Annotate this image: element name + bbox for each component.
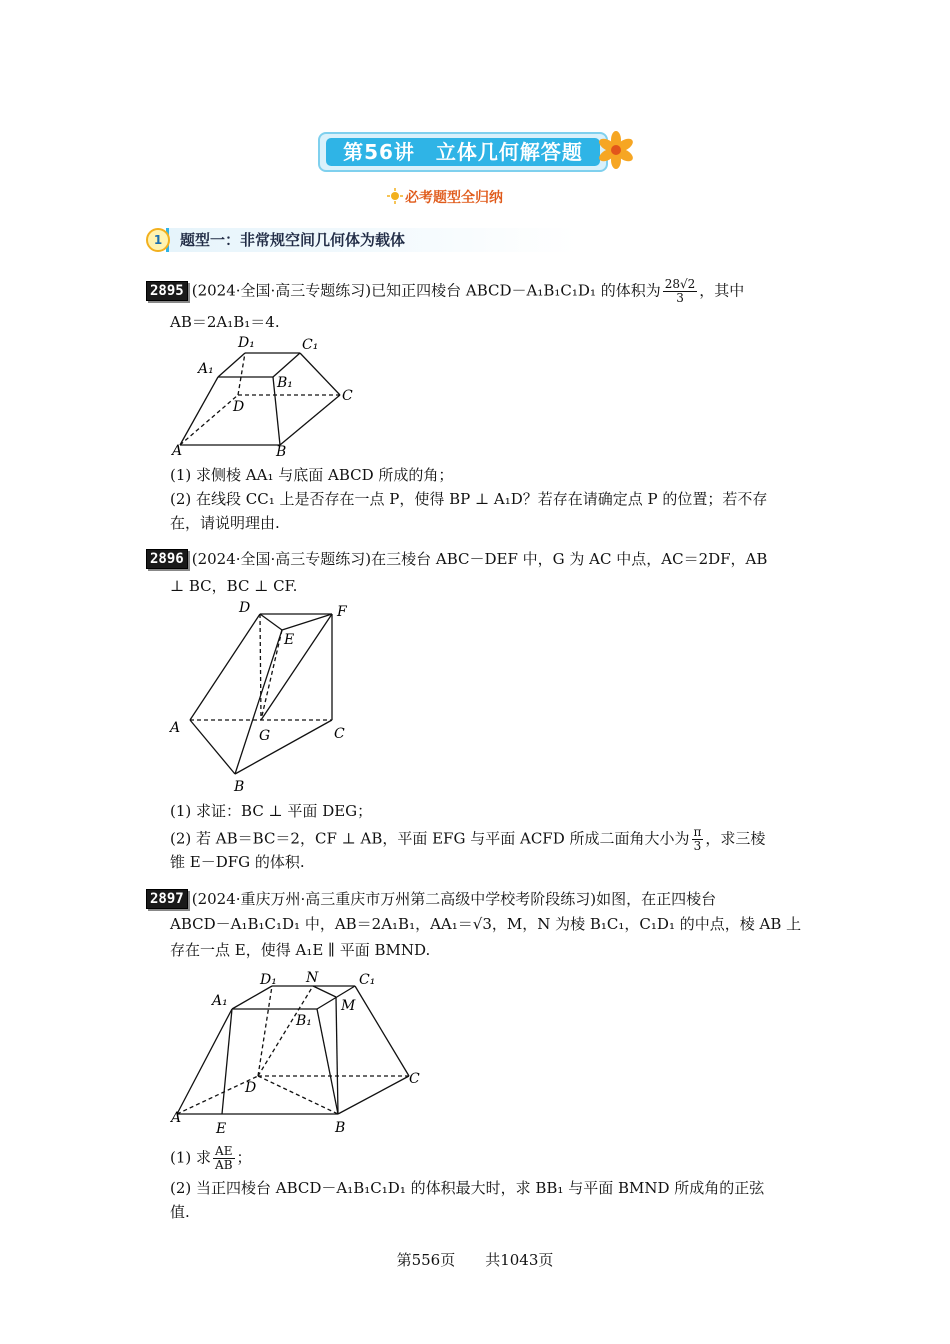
edge-DD1 <box>238 353 245 395</box>
edge-CC1 <box>355 986 409 1076</box>
edge-BB1 <box>317 1009 338 1114</box>
edge-DB <box>258 1076 338 1114</box>
edge-CC1 <box>300 353 340 395</box>
problem-2895-line1: 2895 (2024·全国·高三专题练习)已知正四棱台 ABCD－A₁B₁C₁D₁ 的体积为 $\frac{28√2}{3}$ ，其中 <box>146 278 744 305</box>
problem-2897-line3: 存在一点 E，使得 A₁E ∥ 平面 BMND. <box>170 941 431 959</box>
label-B: B <box>335 1120 346 1136</box>
label-A1: A₁ <box>212 993 228 1009</box>
label-C1: C₁ <box>359 972 376 988</box>
volume-fraction: $\frac{28√2}{3}$ <box>664 277 696 305</box>
label-M: M <box>341 998 356 1014</box>
chapter-title-banner <box>318 132 608 172</box>
label-B: B <box>234 779 245 795</box>
label-B: B <box>276 444 287 460</box>
problem-2895-q2b: 在，请说明理由. <box>170 514 280 532</box>
edge-EG <box>261 630 282 720</box>
edge-B1C1 <box>273 353 300 377</box>
edge-DD1 <box>258 986 272 1076</box>
label-A: A <box>170 720 181 736</box>
label-D1: D₁ <box>238 335 255 351</box>
section-badge: 1 <box>146 228 170 252</box>
page-footer: 第556页 共1043页 <box>396 1251 554 1269</box>
edge-AB <box>190 720 235 774</box>
problem-2896-line2: ⊥ BC，BC ⊥ CF. <box>170 577 298 595</box>
edge-MB <box>336 997 338 1114</box>
problem-number: 2896 <box>146 549 188 569</box>
ratio-fraction: $\frac{AE}{AB}$ <box>215 1144 233 1172</box>
label-D: D <box>233 399 245 415</box>
problem-2895-q1: (1) 求侧棱 AA₁ 与底面 ABCD 所成的角； <box>170 466 454 484</box>
label-N: N <box>306 970 319 986</box>
label-G: G <box>259 728 271 744</box>
problem-2897-q2b: 值. <box>170 1203 190 1221</box>
chapter-title: 第56讲 立体几何解答题 <box>326 138 600 166</box>
label-A: A <box>171 1110 182 1126</box>
label-E: E <box>284 632 295 648</box>
edge-AA1 <box>180 377 218 445</box>
edge-AD <box>190 614 260 720</box>
edge-DG <box>260 614 261 720</box>
edge-AD <box>180 395 238 445</box>
problem-2897-q1: (1) 求 $\frac{AE}{AB}$ ； <box>170 1144 252 1172</box>
label-D: D <box>245 1080 257 1096</box>
section-title: 题型一：非常规空间几何体为载体 <box>180 231 406 249</box>
section-subtitle: 必考题型全归纳 <box>405 190 503 206</box>
problem-2896-line1: 2896 (2024·全国·高三专题练习)在三棱台 ABC－DEF 中，G 为 AC 中点，AC＝2DF，AB <box>146 549 767 569</box>
problem-2896-q2a: (2) 若 AB＝BC＝2，CF ⊥ AB，平面 EFG 与平面 ACFD 所成二面角大小为 $\frac{\pi}{3}$ ，求三棱 <box>170 825 766 853</box>
figure-2896 <box>165 596 365 796</box>
label-A: A <box>172 443 183 459</box>
edge-BC <box>280 395 340 445</box>
angle-fraction: $\frac{\pi}{3}$ <box>693 825 702 853</box>
edge-A1D1 <box>232 986 272 1009</box>
label-E: E <box>216 1121 227 1137</box>
problem-2896-q1: (1) 求证：BC ⊥ 平面 DEG； <box>170 802 373 820</box>
problem-2897-line1: 2897 (2024·重庆万州·高三重庆市万州第二高级中学校考阶段练习)如图，在正四棱台 <box>146 889 716 909</box>
flower-icon <box>596 128 636 172</box>
edge-DN <box>258 986 313 1076</box>
label-B1: B₁ <box>296 1013 312 1029</box>
label-C1: C₁ <box>302 337 319 353</box>
problem-number: 2895 <box>146 281 188 301</box>
figure-2897 <box>165 962 435 1137</box>
label-B1: B₁ <box>277 375 293 391</box>
label-C: C <box>342 388 353 404</box>
edge-FG <box>261 614 332 720</box>
edge-DE <box>260 614 282 630</box>
figure-2895 <box>170 335 370 460</box>
problem-2896-q2b: 锥 E－DFG 的体积. <box>170 853 305 871</box>
label-F: F <box>337 604 347 620</box>
problem-2895-q2a: (2) 在线段 CC₁ 上是否存在一点 P，使得 BP ⊥ A₁D？若存在请确定点 P 的位置；若不存 <box>170 490 768 508</box>
problem-2897-line2: ABCD－A₁B₁C₁D₁ 中，AB＝2A₁B₁，AA₁＝√3，M，N 为棱 B₁C₁，C₁D₁ 的中点，棱 AB 上 <box>170 915 802 933</box>
edge-NM <box>313 986 336 997</box>
problem-2895-line2: AB＝2A₁B₁＝4. <box>170 313 280 331</box>
label-D1: D₁ <box>260 972 277 988</box>
label-C: C <box>409 1071 420 1087</box>
edge-EF <box>282 614 332 630</box>
label-D: D <box>239 600 251 616</box>
problem-2897-q2a: (2) 当正四棱台 ABCD－A₁B₁C₁D₁ 的体积最大时，求 BB₁ 与平面 BMND 所成角的正弦 <box>170 1179 765 1197</box>
sun-icon <box>387 188 403 204</box>
label-C: C <box>334 726 345 742</box>
problem-number: 2897 <box>146 889 188 909</box>
label-A1: A₁ <box>198 361 214 377</box>
edge-BC <box>338 1076 409 1114</box>
